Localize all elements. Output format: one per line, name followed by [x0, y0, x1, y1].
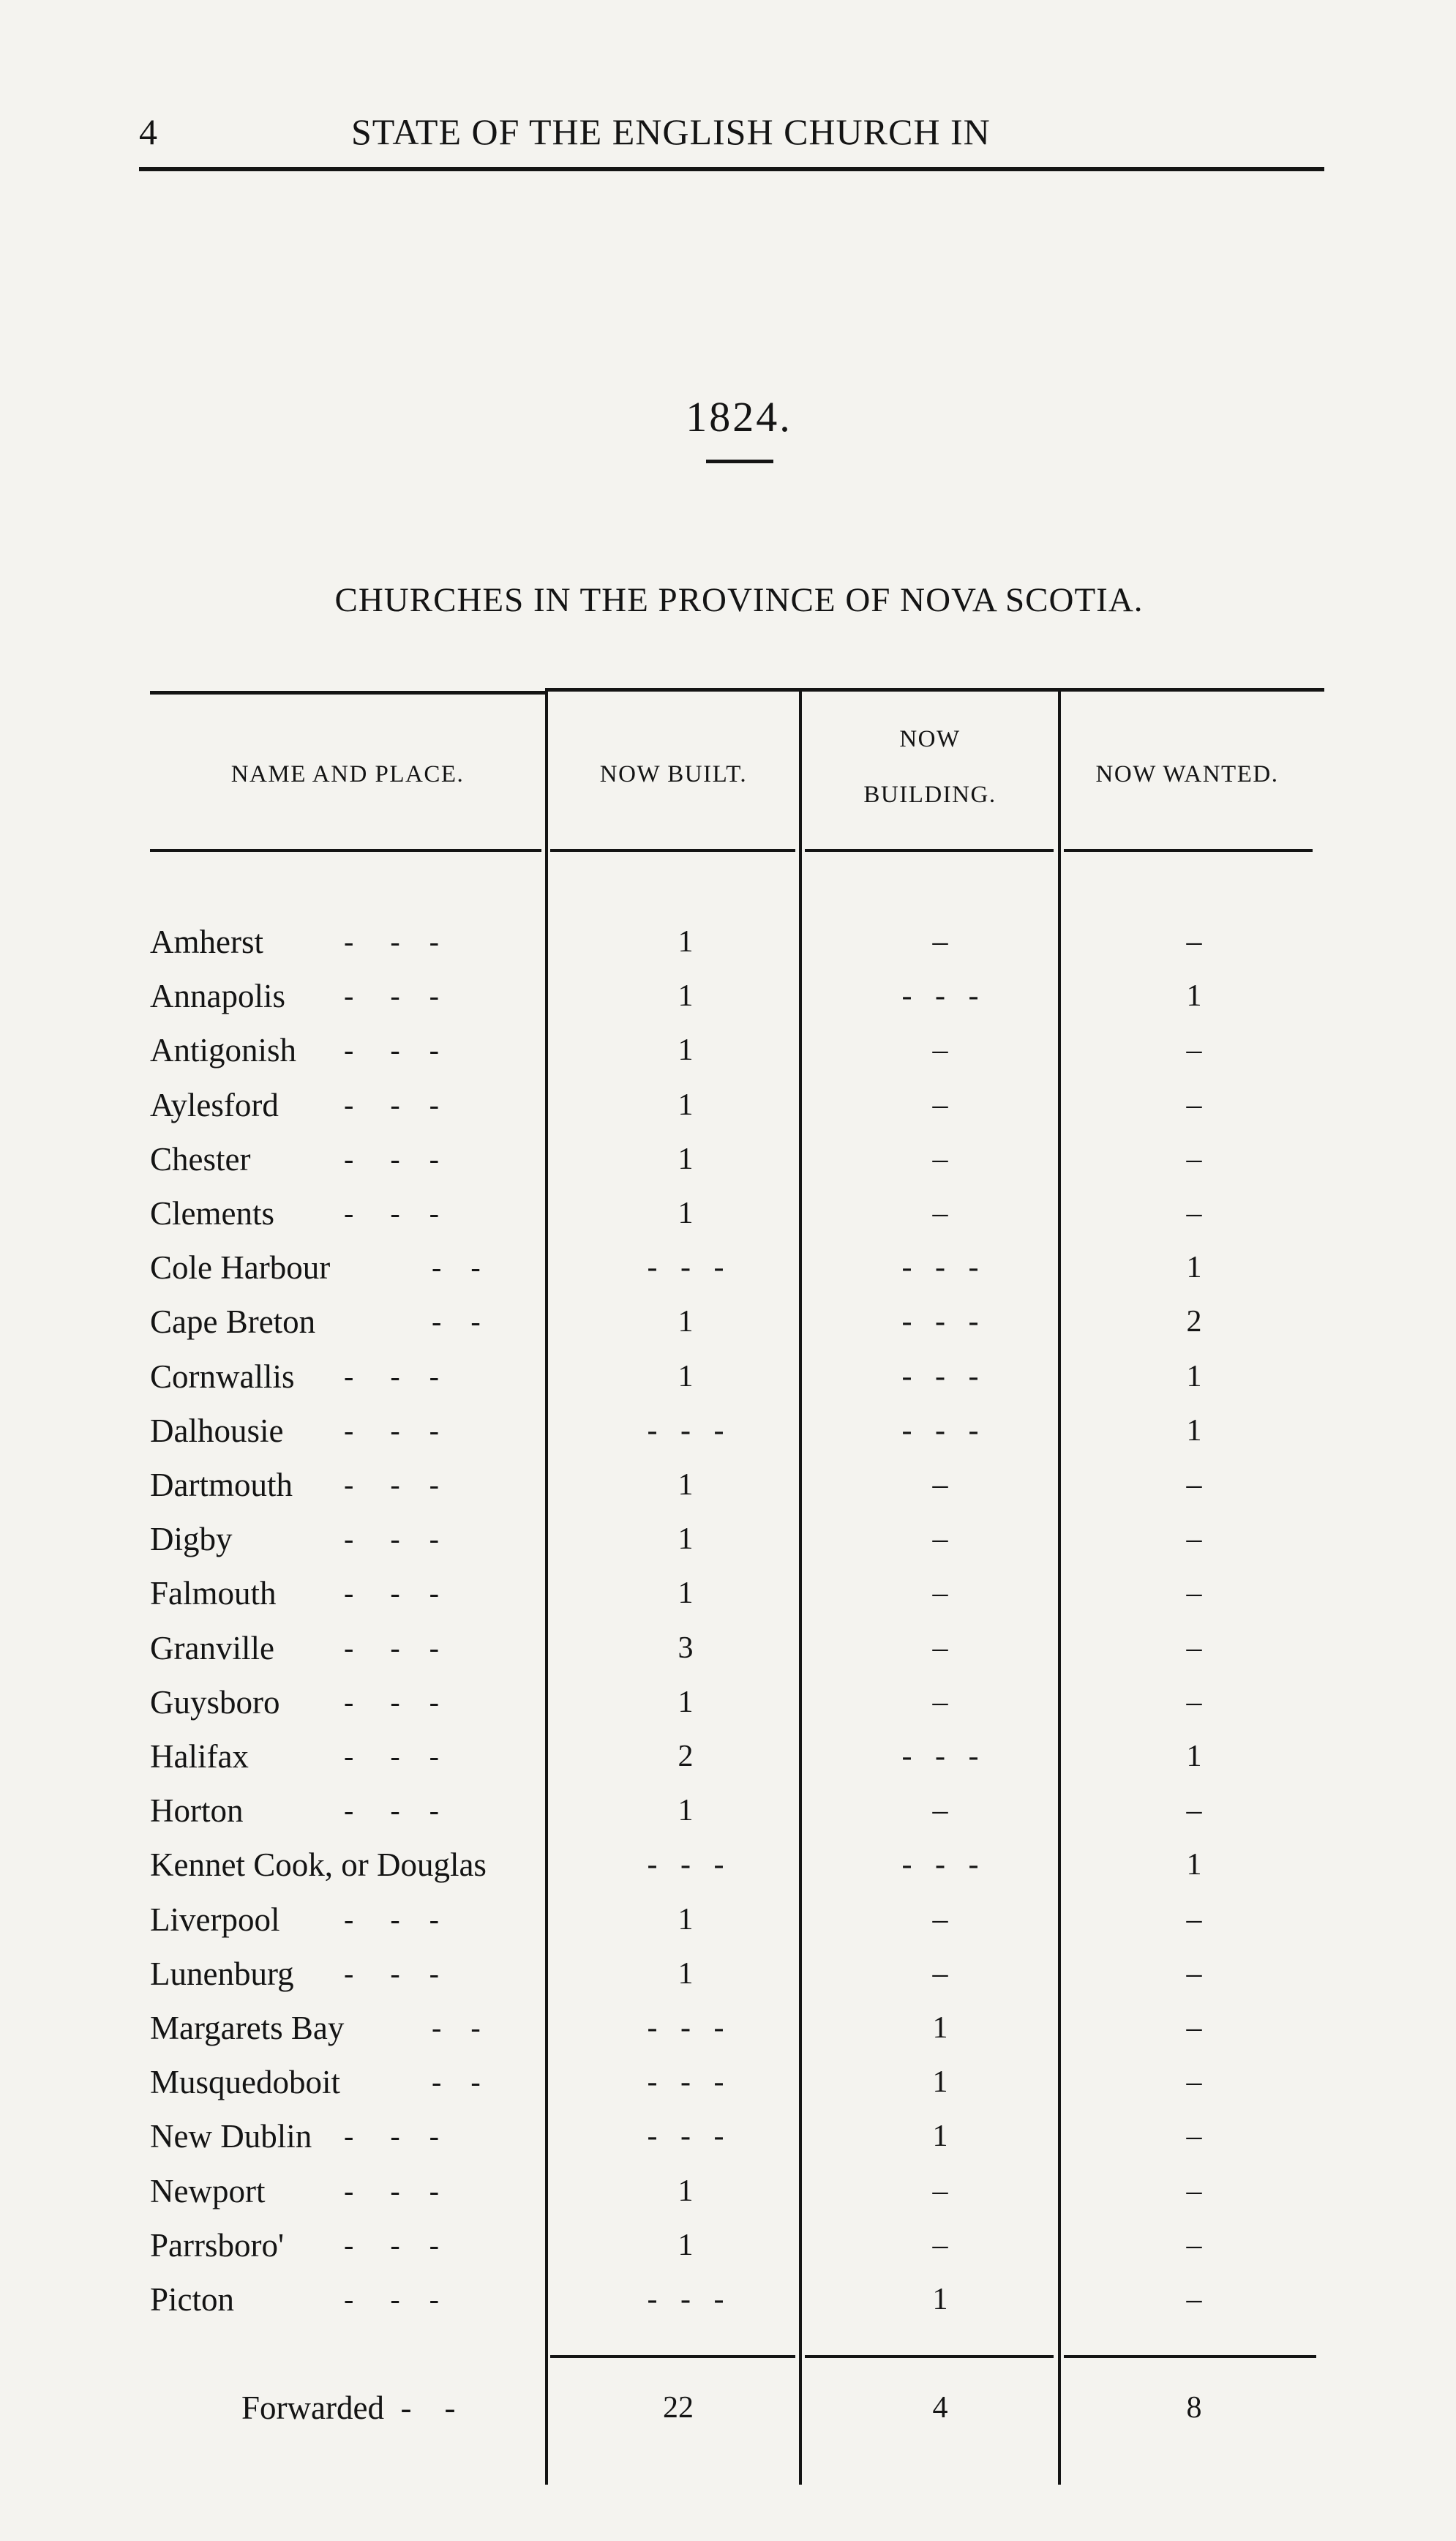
wanted-count: –	[1186, 2011, 1202, 2045]
built-count: 1	[678, 925, 694, 959]
leader-dots: - - -	[344, 925, 439, 958]
leader-dots: - - -	[344, 1359, 439, 1393]
wanted-count: –	[1186, 1956, 1202, 1991]
leader-dots: - - -	[344, 1413, 439, 1447]
place-name: Picton	[150, 2281, 235, 2318]
built-count: - - -	[647, 2283, 724, 2316]
leader-dots: - - -	[344, 1685, 439, 1718]
place-name: Parrsboro'	[150, 2226, 285, 2264]
place-name: Amherst	[150, 924, 263, 960]
place-name: Cornwallis	[150, 1358, 295, 1395]
leader-dots: - - -	[344, 1902, 439, 1936]
table-row	[0, 1784, 1456, 1838]
wanted-count: –	[1186, 2065, 1202, 2100]
table-row	[0, 1078, 1456, 1132]
wanted-count: 1	[1186, 1251, 1202, 1285]
built-count: - - -	[647, 2011, 724, 2045]
header-bottom-rule	[550, 849, 795, 852]
wanted-count: –	[1186, 1033, 1202, 1068]
leader-dots: - -	[388, 1251, 481, 1284]
building-count: - - -	[901, 1413, 979, 1448]
building-count: 1	[932, 2011, 948, 2045]
table-row	[0, 2055, 1456, 2109]
leader-dots: - -	[388, 2011, 481, 2044]
wanted-count: –	[1186, 1794, 1202, 1828]
wanted-count: –	[1186, 1142, 1202, 1176]
table-row	[0, 1240, 1456, 1295]
table-row	[0, 1838, 1456, 1892]
wanted-count: –	[1186, 1631, 1202, 1665]
leader-dots: - - -	[344, 2283, 439, 2316]
wanted-count: –	[1186, 1468, 1202, 1502]
built-count: - - -	[647, 1848, 724, 1882]
built-count: 1	[678, 1142, 694, 1176]
building-count: –	[932, 2228, 948, 2262]
table-row	[0, 2272, 1456, 2327]
place-name: Clements	[150, 1195, 274, 1232]
table-row	[0, 1512, 1456, 1566]
built-count: 1	[678, 1197, 694, 1230]
built-count: - - -	[647, 1413, 724, 1448]
leader-dots: - - -	[344, 1794, 439, 1827]
table-row	[0, 1404, 1456, 1458]
leader-dots: - - -	[344, 2174, 439, 2207]
building-count: - - -	[901, 1251, 979, 1285]
table-top-rule	[150, 691, 545, 695]
wanted-count: 2	[1186, 1305, 1202, 1339]
table-row	[0, 1675, 1456, 1729]
built-count: 1	[678, 1522, 694, 1557]
wanted-count: 1	[1186, 979, 1202, 1014]
page-number: 4	[139, 111, 157, 152]
table-row	[0, 2164, 1456, 2218]
building-count: –	[932, 1197, 948, 1230]
place-name: Lunenburg	[150, 1955, 294, 1992]
wanted-count: 1	[1186, 1359, 1202, 1393]
table-row	[0, 1621, 1456, 1675]
building-count: 1	[932, 2065, 948, 2100]
leader-dots: - - -	[344, 1088, 439, 1121]
built-count: 1	[678, 979, 694, 1014]
leader-dots: - - -	[344, 2228, 439, 2261]
built-count: 1	[678, 1576, 694, 1611]
table-row	[0, 1947, 1456, 2001]
column-header-building-line1: NOW	[899, 726, 961, 752]
leader-dots: - - -	[344, 1631, 439, 1664]
built-count: 1	[678, 2174, 694, 2208]
building-count: - - -	[901, 1305, 979, 1339]
year-underline	[706, 460, 773, 463]
leader-dots: - - -	[344, 979, 439, 1013]
place-name: Granville	[150, 1629, 274, 1666]
building-count: –	[932, 1468, 948, 1502]
header-rule	[139, 167, 1324, 171]
wanted-count: –	[1186, 1902, 1202, 1936]
leader-dots: - - -	[344, 1468, 439, 1501]
table-row	[0, 2218, 1456, 2272]
built-count: 1	[678, 1902, 694, 1936]
year-heading: 1824.	[686, 393, 792, 441]
place-name: Cole Harbour	[150, 1249, 331, 1287]
table-row	[0, 1132, 1456, 1186]
column-header-built: NOW BUILT.	[599, 761, 748, 787]
place-name: Liverpool	[150, 1901, 280, 1938]
total-rule	[805, 2355, 1054, 2358]
forwarded-label: Forwarded - -	[241, 2390, 456, 2426]
place-name: New Dublin	[150, 2118, 312, 2155]
building-count: –	[932, 1902, 948, 1936]
place-name: Annapolis	[150, 978, 285, 1015]
building-count: - - -	[901, 1740, 979, 1773]
wanted-count: –	[1186, 925, 1202, 959]
leader-dots: - - -	[344, 1522, 439, 1556]
forwarded-building-total: 4	[932, 2391, 948, 2425]
building-count: –	[932, 1033, 948, 1068]
place-name: Cape Breton	[150, 1303, 316, 1341]
table-top-rule	[545, 688, 801, 692]
table-row	[0, 1893, 1456, 1947]
leader-dots: - - -	[344, 1197, 439, 1230]
header-bottom-rule	[805, 849, 1054, 852]
leader-dots: - - -	[344, 1576, 439, 1610]
built-count: 1	[678, 1305, 694, 1339]
table-row	[0, 969, 1456, 1023]
building-count: –	[932, 1142, 948, 1176]
building-count: - - -	[901, 979, 979, 1014]
place-name: Horton	[150, 1792, 244, 1830]
leader-dots: - - -	[344, 1142, 439, 1175]
built-count: 2	[678, 1740, 694, 1773]
table-row	[0, 1350, 1456, 1404]
building-count: –	[932, 1685, 948, 1719]
wanted-count: –	[1186, 2119, 1202, 2154]
built-count: 1	[678, 1794, 694, 1828]
building-count: –	[932, 1522, 948, 1557]
built-count: 1	[678, 1033, 694, 1068]
leader-dots: - -	[388, 2065, 481, 2099]
wanted-count: –	[1186, 1685, 1202, 1719]
table-title: CHURCHES IN THE PROVINCE OF NOVA SCOTIA.	[334, 581, 1144, 619]
place-name: Aylesford	[150, 1086, 279, 1123]
built-count: 1	[678, 2228, 694, 2262]
built-count: 1	[678, 1956, 694, 1991]
forwarded-wanted-total: 8	[1186, 2391, 1202, 2425]
built-count: - - -	[647, 2065, 724, 2100]
table-row	[0, 2001, 1456, 2055]
column-header-name: NAME AND PLACE.	[230, 761, 465, 787]
forwarded-built-total: 22	[663, 2391, 694, 2425]
leader-dots: - - -	[344, 1740, 439, 1773]
building-count: –	[932, 1956, 948, 1991]
header-bottom-rule	[1064, 849, 1313, 852]
built-count: 3	[678, 1631, 694, 1665]
building-count: –	[932, 925, 948, 959]
place-name: Halifax	[150, 1738, 249, 1775]
wanted-count: –	[1186, 2174, 1202, 2208]
wanted-count: –	[1186, 1576, 1202, 1611]
place-name: Chester	[150, 1140, 251, 1178]
building-count: –	[932, 1631, 948, 1665]
building-count: - - -	[901, 1848, 979, 1882]
wanted-count: 1	[1186, 1413, 1202, 1448]
place-name: Newport	[150, 2172, 266, 2209]
built-count: - - -	[647, 2119, 724, 2154]
built-count: 1	[678, 1685, 694, 1719]
table-top-rule	[801, 688, 1324, 692]
leader-dots: - - -	[344, 1033, 439, 1067]
forwarded-row	[0, 2379, 1456, 2437]
table-row	[0, 915, 1456, 969]
column-header-wanted: NOW WANTED.	[1095, 761, 1279, 787]
table-row	[0, 1023, 1456, 1077]
wanted-count: 1	[1186, 1740, 1202, 1773]
wanted-count: –	[1186, 2228, 1202, 2262]
built-count: 1	[678, 1088, 694, 1122]
wanted-count: –	[1186, 1088, 1202, 1122]
running-title: STATE OF THE ENGLISH CHURCH IN	[351, 111, 991, 152]
built-count: 1	[678, 1468, 694, 1502]
place-name: Guysboro	[150, 1683, 280, 1721]
built-count: 1	[678, 1359, 694, 1393]
table-row	[0, 2109, 1456, 2163]
wanted-count: 1	[1186, 1848, 1202, 1882]
table-row	[0, 1566, 1456, 1620]
place-name: Falmouth	[150, 1575, 277, 1612]
table-row	[0, 1729, 1456, 1784]
place-name: Musquedoboit	[150, 2064, 341, 2101]
place-name: Dalhousie	[150, 1412, 284, 1449]
building-count: –	[932, 2174, 948, 2208]
wanted-count: –	[1186, 1197, 1202, 1230]
leader-dots: - - -	[344, 1956, 439, 1990]
building-count: 1	[932, 2119, 948, 2154]
place-name: Antigonish	[150, 1032, 297, 1069]
place-name: Dartmouth	[150, 1467, 293, 1503]
building-count: –	[932, 1576, 948, 1611]
leader-dots: - -	[388, 1305, 481, 1339]
table-row	[0, 1186, 1456, 1240]
place-name: Digby	[150, 1521, 233, 1558]
building-count: - - -	[901, 1359, 979, 1393]
total-rule	[550, 2355, 795, 2358]
wanted-count: –	[1186, 1522, 1202, 1557]
built-count: - - -	[647, 1251, 724, 1285]
building-count: –	[932, 1794, 948, 1828]
building-count: 1	[932, 2283, 948, 2316]
header-bottom-rule	[150, 849, 541, 852]
column-header-building-line2: BUILDING.	[863, 782, 997, 808]
total-rule	[1064, 2355, 1316, 2358]
place-name: Kennet Cook, or Douglas	[150, 1846, 487, 1884]
table-row	[0, 1458, 1456, 1512]
leader-dots: - - -	[344, 2119, 439, 2153]
place-name: Margarets Bay	[150, 2010, 345, 2046]
building-count: –	[932, 1088, 948, 1122]
wanted-count: –	[1186, 2283, 1202, 2316]
table-row	[0, 1295, 1456, 1349]
